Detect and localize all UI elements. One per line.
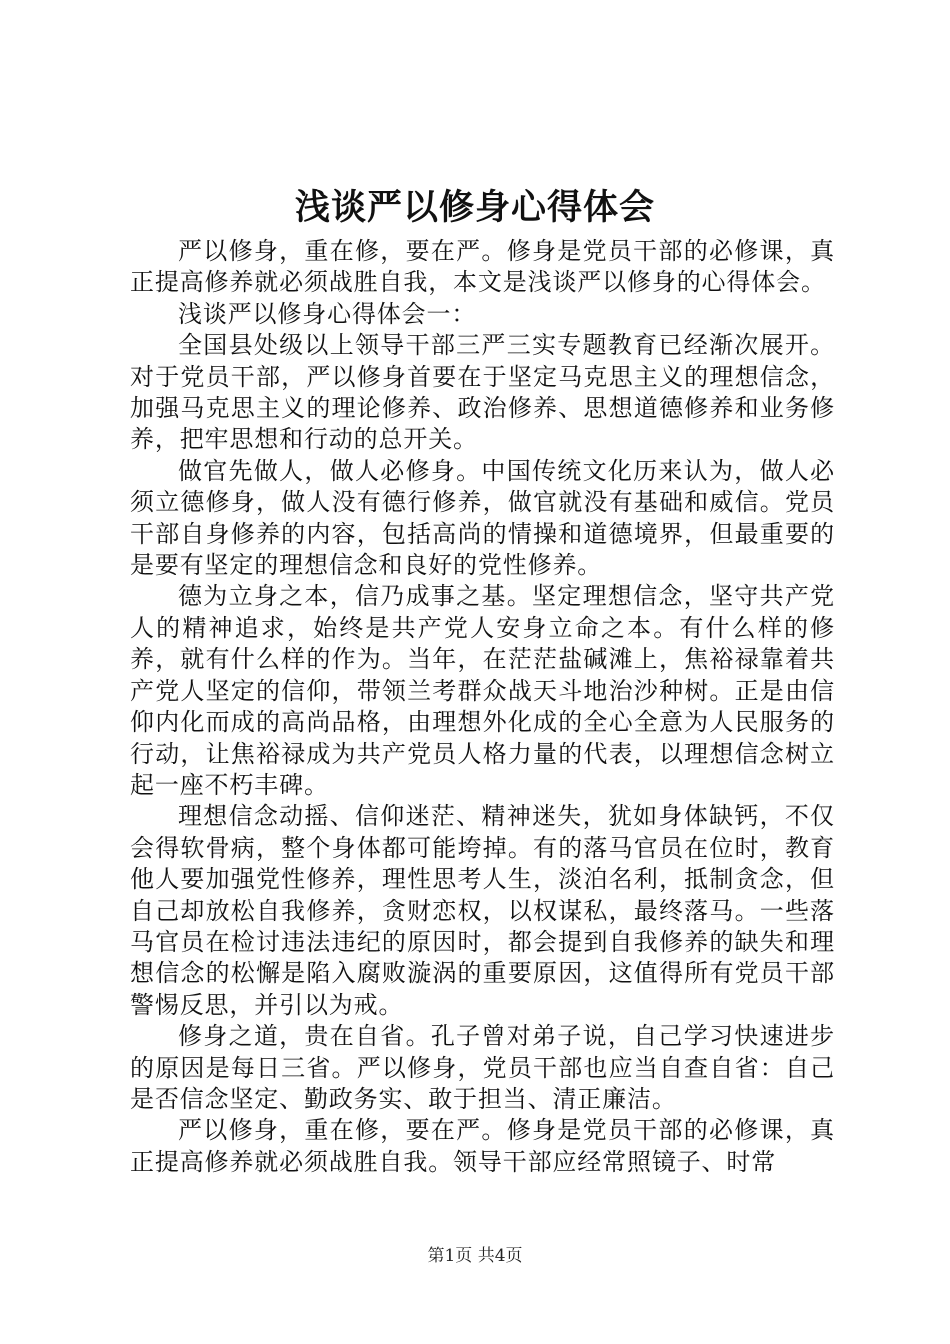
document-title: 浅谈严以修身心得体会 [294,187,655,228]
paragraph: 德为立身之本，信乃成事之基。坚定理想信念，坚守共产党人的精神追求，始终是共产党人安身立命之本。有什么样的修养，就有什么样的作为。当年，在茫茫盐碱滩上，焦裕禄靠着共产党人坚定的信仰，带领兰考群众战天斗地治沙种树。正是由信仰内化而成的高尚品格，由理想外化成的全心全意为人民服务的行动，让焦裕禄成为共产党员人格力量的代表，以理想信念树立起一座不朽丰碑。 [130,582,835,799]
paragraph: 浅谈严以修身心得体会一： [178,299,477,328]
paragraph: 全国县处级以上领导干部三严三实专题教育已经渐次展开。对于党员干部，严以修身首要在于坚定马克思主义的理想信念，加强马克思主义的理论修养、政治修养、思想道德修养和业务修养，把牢思想和行动的总开关。 [130,331,835,454]
document-body [130,236,835,1178]
paragraph: 严以修身，重在修，要在严。修身是党员干部的必修课，真正提高修养就必须战胜自我。领导干部应经常照镜子、时常 [130,1116,835,1176]
paragraph: 修身之道，贵在自省。孔子曾对弟子说，自己学习快速进步的原因是每日三省。严以修身，党员干部也应当自查自省：自己是否信念坚定、勤政务实、敢于担当、清正廉洁。 [130,1022,835,1113]
paragraph: 做官先做人，做人必修身。中国传统文化历来认为，做人必须立德修身，做人没有德行修养，做官就没有基础和威信。党员干部自身修养的内容，包括高尚的情操和道德境界，但最重要的是要有坚定的理想信念和良好的党性修养。 [130,456,835,580]
paragraph: 理想信念动摇、信仰迷茫、精神迷失，犹如身体缺钙，不仅会得软骨病，整个身体都可能垮掉。有的落马官员在位时，教育他人要加强党性修养，理性思考人生，淡泊名利，抵制贪念，但自己却放松自我修养，贪财恋权，以权谋私，最终落马。一些落马官员在检讨违法违纪的原因时，都会提到自我修养的缺失和理想信念的松懈是陷入腐败漩涡的重要原因，这值得所有党员干部警惕反思，并引以为戒。 [130,802,835,1019]
page-footer: 第1页 共4页 [427,1246,523,1266]
paragraph: 严以修身，重在修，要在严。修身是党员干部的必修课，真正提高修养就必须战胜自我，本文是浅谈严以修身的心得体会。 [130,237,835,297]
